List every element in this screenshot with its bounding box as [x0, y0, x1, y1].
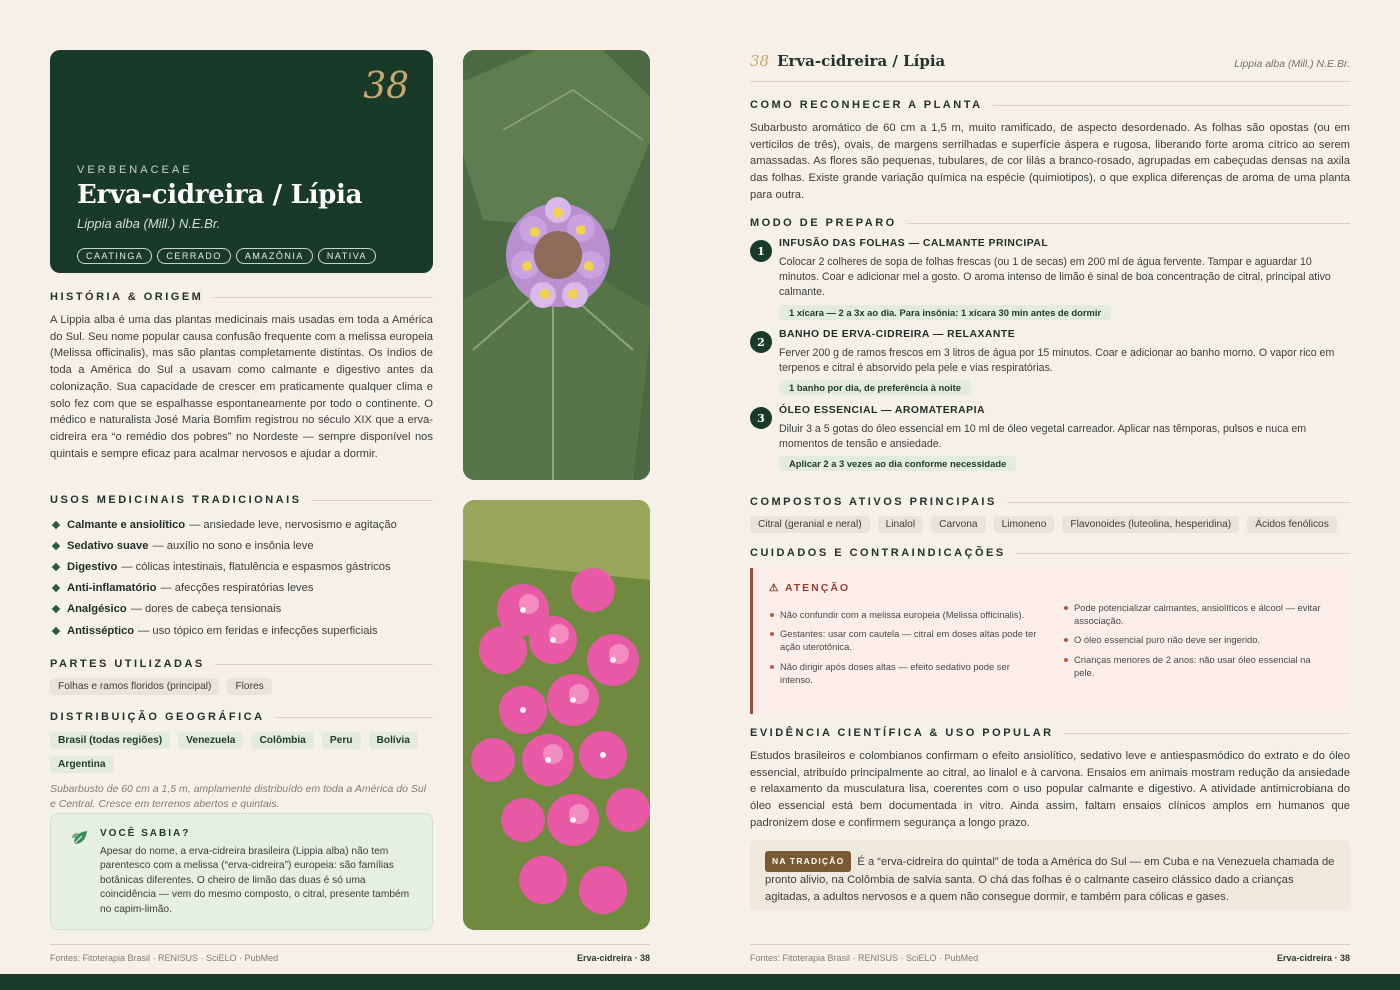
chip: Peru	[322, 732, 361, 749]
step-dose: 1 banho por dia, de preferência à noite	[779, 380, 971, 395]
chip: Folhas e ramos floridos (principal)	[50, 678, 219, 695]
did-you-know-text: Apesar do nome, a erva-cidreira brasileira (Lippia alba) não tem parentesco com a melissa (“erva-cidreira”) europeia: são famílias botânicas diferentes. O cheiro de limão das duas é só uma coincidência — vem do mesmo composto, o citral, presente também no capim-limão.	[100, 846, 410, 915]
evidence-text: Estudos brasileiros e colombianos confirmam o efeito ansiolítico, sedativo leve e antiespasmódico do extrato e do óleo essencial, atribuído principalmente ao citral, ao linalol e à carvona. Ensaios em animais mostram redução da ansiedade e relaxamento da musculatura lisa, coerentes com o uso popular calmante e digestivo. A atividade antimicrobiana do óleo essencial está bem documentada in vitro. Ainda assim, faltam ensaios clínicos amplos em humanos que padronizem dose e confirmem segurança a longo prazo.	[750, 750, 1350, 829]
list-item: Anti-inflamatório — afecções respiratórias leves	[50, 578, 433, 599]
footer-rule-left	[50, 944, 650, 945]
warning-list-col2	[1063, 601, 1333, 685]
chip: Venezuela	[178, 732, 243, 749]
list-item: Pode potencializar calmantes, ansiolíticos e álcool — evitar associação.	[1063, 601, 1333, 627]
tag-amazonia: AMAZÔNIA	[236, 248, 313, 264]
list-item: Sedativo suave — auxílio no sono e insônia leve	[50, 535, 433, 556]
species-title: Erva-cidreira / Lípia	[77, 180, 363, 210]
step-title: INFUSÃO DAS FOLHAS — CALMANTE PRINCIPAL	[779, 238, 1049, 249]
tag-caatinga: CAATINGA	[77, 248, 152, 264]
list-item: Antisséptico — uso tópico em feridas e infecções superficiais	[50, 620, 433, 641]
preparation-heading: MODO DE PREPARO	[750, 217, 1350, 229]
chip: Brasil (todas regiões)	[50, 732, 170, 749]
warning-box	[750, 568, 1350, 714]
step-text: Ferver 200 g de ramos frescos em 3 litros de água por 15 minutos. Coar e adicionar ao banho morno. O vapor rico em terpenos e citral é absorvido pela pele e vias respiratórias.	[779, 347, 1335, 374]
scientific-name: Lippia alba (Mill.) N.E.Br.	[77, 216, 221, 231]
tag-nativa: NATIVA	[318, 248, 376, 264]
list-item: O óleo essencial puro não deve ser ingerido.	[1063, 633, 1333, 646]
preparation-step-3	[750, 407, 1350, 473]
uses-list	[50, 514, 433, 641]
parts-chips	[50, 678, 433, 695]
header-scientific-name: Lippia alba (Mill.) N.E.Br.	[1234, 58, 1350, 70]
chip: Flores	[227, 678, 271, 695]
history-heading: HISTÓRIA & ORIGEM	[50, 291, 433, 303]
species-hero-card	[50, 50, 433, 273]
list-item: Gestantes: usar com cautela — citral em doses altas pode ter ação uterotônica.	[769, 627, 1039, 653]
warning-title: ⚠ ATENÇÃO	[769, 582, 851, 594]
uses-heading: USOS MEDICINAIS TRADICIONAIS	[50, 494, 433, 506]
step-text: Diluir 3 a 5 gotas do óleo essencial em 10 ml de óleo vegetal carreador. Aplicar nas têmporas, pulsos e nuca em momentos de tensão e ansiedade.	[779, 423, 1307, 450]
header-title: Erva-cidreira / Lípia	[777, 52, 946, 70]
chip: Carvona	[931, 516, 986, 533]
biome-tags	[77, 248, 376, 264]
parts-heading: PARTES UTILIZADAS	[50, 658, 433, 670]
list-item: Analgésico — dores de cabeça tensionais	[50, 599, 433, 620]
verbena-pink-flowers-photo	[463, 500, 650, 930]
preparation-step-2	[750, 331, 1350, 397]
cautions-heading: CUIDADOS E CONTRAINDICAÇÕES	[750, 547, 1350, 559]
recognize-text: Subarbusto aromático de 60 cm a 1,5 m, muito ramificado, de aspecto desordenado. As folhas são opostas (ou em verticilos de três), ovais, de margens serrilhadas e superfície áspera e rugosa, liberando forte aroma cítrico ao serem amassadas. As flores são pequenas, tubulares, de cor lilás a branco-rosado, agrupadas em cabeçudas densas na axila das folhas. Existe grande variação química na espécie (quimiotipos), o que explica diferenças de aroma de uma planta para outra.	[750, 122, 1350, 201]
chip: Limoneno	[994, 516, 1055, 533]
recognize-heading: COMO RECONHECER A PLANTA	[750, 99, 1350, 111]
header-number: 38	[750, 52, 770, 70]
chip: Linalol	[878, 516, 923, 533]
tradition-box	[750, 840, 1350, 910]
distribution-heading: DISTRIBUIÇÃO GEOGRÁFICA	[50, 711, 433, 723]
chip: Argentina	[50, 756, 114, 773]
compounds-chips	[750, 516, 1350, 533]
chip: Ácidos fenólicos	[1247, 516, 1337, 533]
tag-cerrado: CERRADO	[157, 248, 231, 264]
chip: Bolívia	[369, 732, 418, 749]
tradition-text: NA TRADIÇÃO É a “erva-cidreira do quintal” de toda a América do Sul — em Cuba e na Venezuela chamada de pronto alivio, na Colômbia de salvia santa. O chá das folhas é o calmante caseiro clássico dado a crianças agitadas, a adultos nervosos e a quem não consegue dormir, e também para cólicas e gases.	[765, 851, 1337, 906]
footer-sources-right: Fontes: Fitoterapia Brasil · RENISUS · SciELO · PubMed	[750, 953, 979, 963]
preparation-step-1	[750, 240, 1350, 320]
list-item: Não confundir com a melissa europeia (Melissa officinalis).	[769, 608, 1039, 621]
lippia-flower-photo	[463, 50, 650, 480]
warning-list-col1	[769, 608, 1039, 692]
list-item: Digestivo — cólicas intestinais, flatulência e espasmos gástricos	[50, 556, 433, 577]
distribution-chips	[50, 732, 433, 773]
footer-page-left: Erva-cidreira · 38	[576, 953, 650, 963]
step-number: 3	[750, 407, 772, 429]
step-text: Colocar 2 colheres de sopa de folhas frescas (ou 1 de secas) em 200 ml de água fervente. Tampar e aguardar 10 minutos. Coar e adicionar mel a gosto. O aroma intenso de limão é sinal de boa concentração de citral, principal ativo calmante.	[779, 256, 1331, 298]
history-text: A Lippia alba é uma das plantas medicinais mais usadas em toda a América do Sul. Seu nome popular causa confusão frequente com a melissa europeia (Melissa officinalis), mas são plantas completamente distintas. Os índios de toda a América do Sul a usavam como calmante e digestivo antes da colonização. Sua capacidade de crescer em praticamente qualquer clima e solo fez com que se espalhasse espontaneamente por todo o continente. O médico e naturalista José Maria Bomfim registrou no século XIX que a erva-cidreira era “o remédio dos pobres” no Nordeste — sempre disponível nos quintais e sempre eficaz para acalmar nervosos e ajudar a dormir.	[50, 314, 433, 460]
running-header	[750, 52, 945, 70]
step-title: BANHO DE ERVA-CIDREIRA — RELAXANTE	[779, 329, 1016, 340]
tradition-badge: NA TRADIÇÃO	[765, 851, 851, 872]
did-you-know-heading: VOCÊ SABIA?	[100, 828, 191, 839]
step-dose: 1 xícara — 2 a 3x ao dia. Para insônia: 1 xícara 30 min antes de dormir	[779, 305, 1111, 320]
header-rule	[750, 81, 1350, 82]
step-number: 1	[750, 240, 772, 262]
step-number: 2	[750, 331, 772, 353]
leaf-icon	[71, 829, 89, 847]
chip: Colômbia	[251, 732, 313, 749]
compounds-heading: COMPOSTOS ATIVOS PRINCIPAIS	[750, 496, 1350, 508]
species-number: 38	[363, 66, 409, 107]
step-title: ÓLEO ESSENCIAL — AROMATERAPIA	[779, 405, 985, 416]
list-item: Crianças menores de 2 anos: não usar óleo essencial na pele.	[1063, 653, 1333, 679]
footer-page-right: Erva-cidreira · 38	[1276, 953, 1350, 963]
list-item: Calmante e ansiolítico — ansiedade leve, nervosismo e agitação	[50, 514, 433, 535]
evidence-heading: EVIDÊNCIA CIENTÍFICA & USO POPULAR	[750, 727, 1350, 739]
footer-rule-right	[750, 944, 1350, 945]
family-label: VERBENACEAE	[77, 164, 193, 176]
step-dose: Aplicar 2 a 3 vezes ao dia conforme necessidade	[779, 456, 1016, 471]
did-you-know-box	[50, 813, 433, 930]
bottom-bar	[0, 974, 1400, 990]
footer-sources-left: Fontes: Fitoterapia Brasil · RENISUS · SciELO · PubMed	[50, 953, 279, 963]
list-item: Não dirigir após doses altas — efeito sedativo pode ser intenso.	[769, 660, 1039, 686]
chip: Citral (geranial e neral)	[750, 516, 870, 533]
distribution-note: Subarbusto de 60 cm a 1,5 m, amplamente distribuído em toda a América do Sul e Central. Cresce em terrenos abertos e quintais.	[50, 783, 427, 810]
chip: Flavonoides (luteolina, hesperidina)	[1062, 516, 1239, 533]
